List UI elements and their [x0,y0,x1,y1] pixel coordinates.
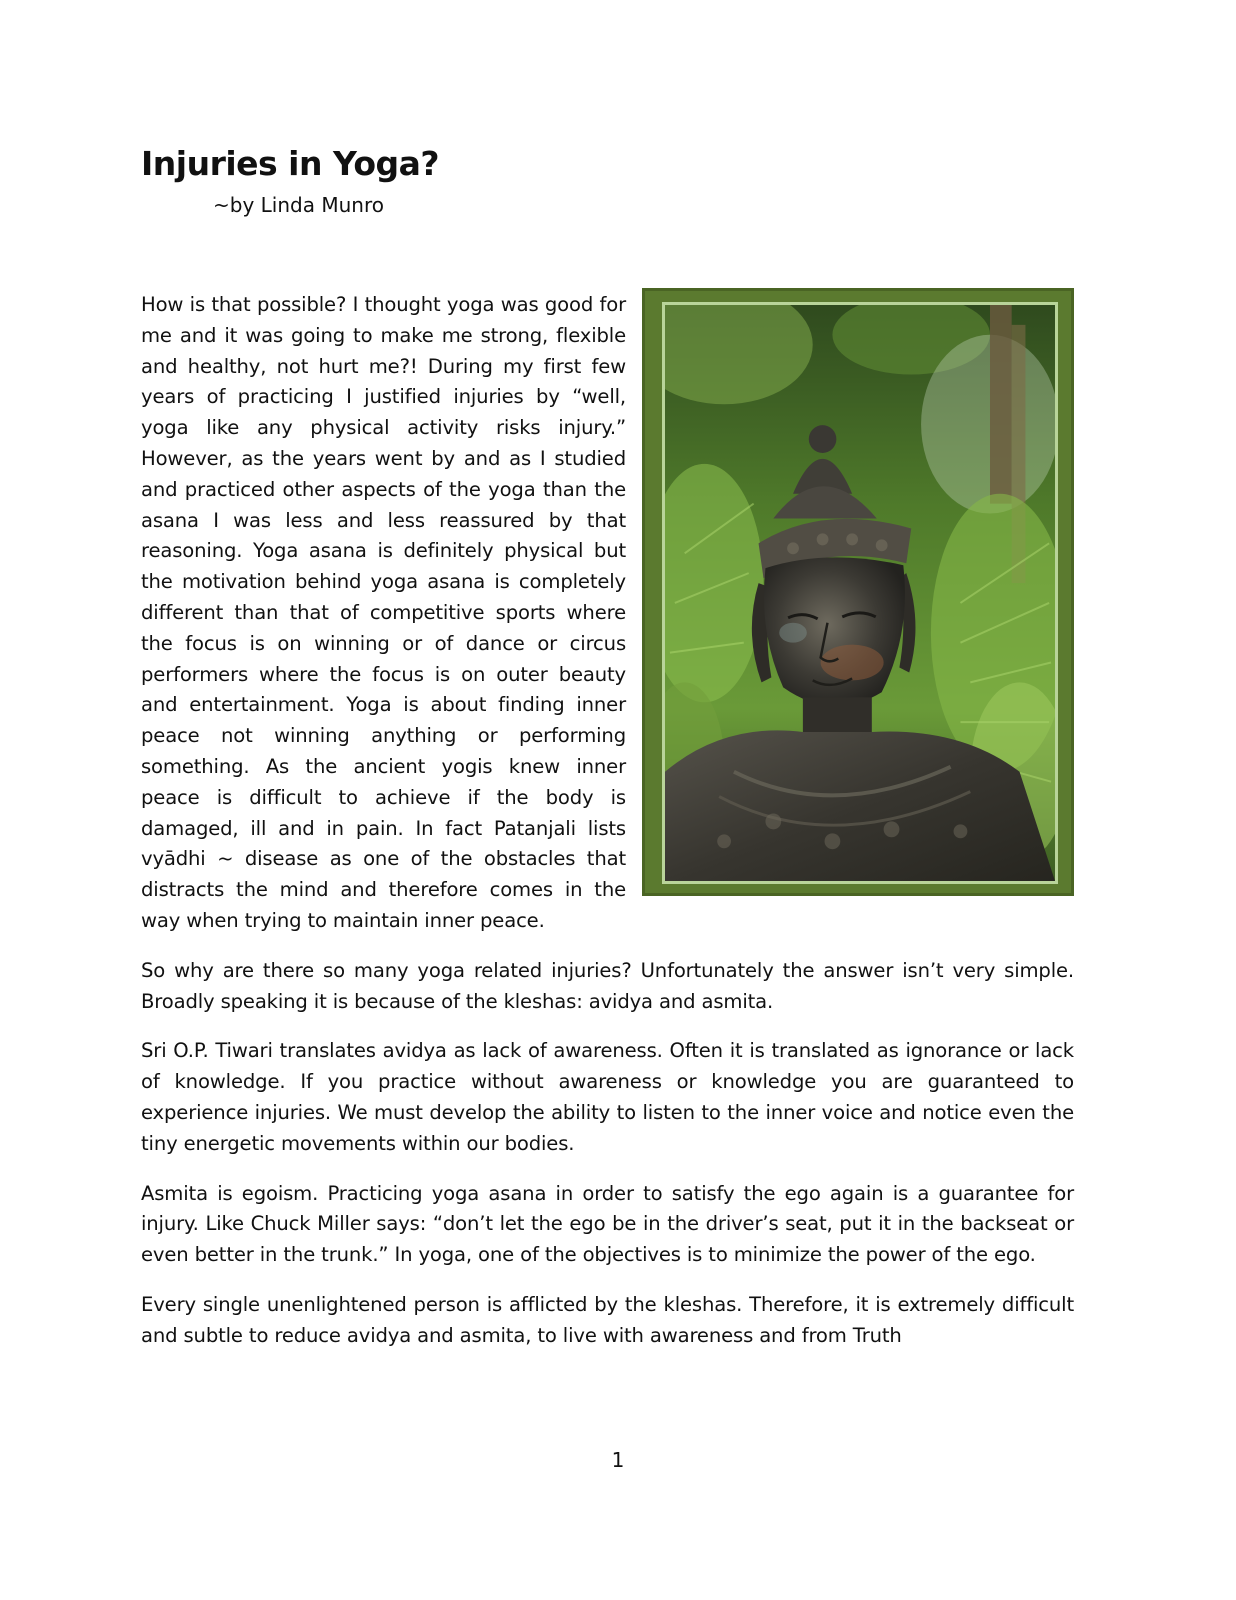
page-number: 1 [611,1448,625,1472]
article-body [141,290,1074,1371]
paragraph-1: How is that possible? I thought yoga was good for me and it was going to make me strong, flexible and healthy, not hurt me?! During my first few years of practicing I justified injuries by “well, yoga like any physical activity risks injury.” However, as the years went by and as I studied and practiced other aspects of the yoga than the asana I was less and less reassured by that reasoning. Yoga asana is definitely physical but the motivation behind yoga asana is completely different than that of competitive sports where the focus is on winning or of dance or circus performers where the focus is on outer beauty and entertainment. Yoga is about finding inner peace not winning anything or performing something. As the ancient yogis knew inner peace is difficult to achieve if the body is damaged, ill and in pain. In fact Patanjali lists vyādhi ~ disease as one of the obstacles that distracts the mind and therefore comes in the way when trying to maintain inner peace. [141,293,626,932]
photo-frame [642,288,1074,896]
paragraph-3: Sri O.P. Tiwari translates avidya as lack of awareness. Often it is translated as ignorance or lack of knowledge. If you practice without awareness or knowledge you are guaranteed to experience injuries. We must develop the ability to listen to the inner voice and notice even the tiny energetic movements within our bodies. [141,1039,1074,1155]
paragraph-4: Asmita is egoism. Practicing yoga asana in order to satisfy the ego again is a guarantee for injury. Like Chuck Miller says: “don’t let the ego be in the driver’s seat, put it in the backseat or even better in the trunk.” In yoga, one of the objectives is to minimize the power of the ego. [141,1181,1074,1267]
buddha-statue-photo [665,305,1055,881]
author-byline: ~by Linda Munro [213,193,384,217]
page-title: Injuries in Yoga? [141,144,440,183]
paragraph-2: So why are there so many yoga related injuries? Unfortunately the answer isn’t very simple. Broadly speaking it is because of the kleshas: avidya and asmita. [141,958,1074,1013]
paragraph-5: Every single unenlightened person is afflicted by the kleshas. Therefore, it is extremely difficult and subtle to reduce avidya and asmita, to live with awareness and from Truth [141,1292,1074,1347]
